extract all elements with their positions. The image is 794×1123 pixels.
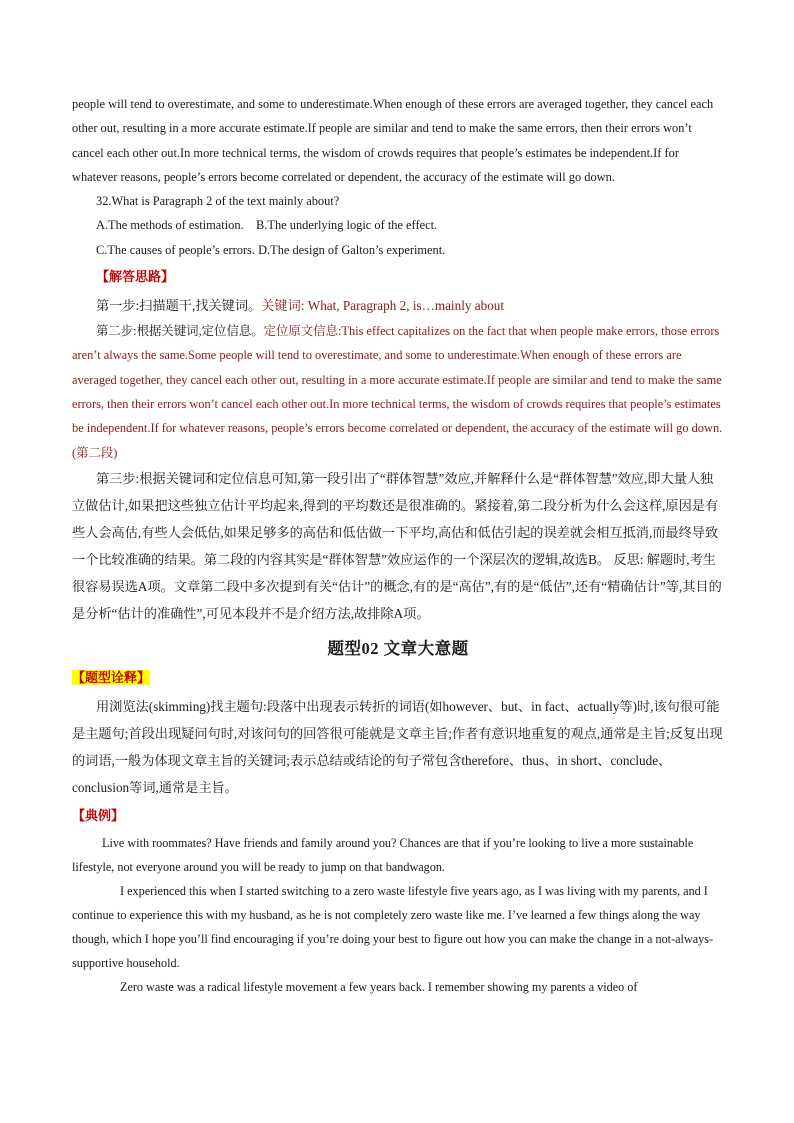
explain-label: 【题型诠释】 xyxy=(72,669,151,685)
step1 xyxy=(72,292,724,319)
option-c: C.The causes of people’s errors. xyxy=(96,242,255,257)
step3: 第三步:根据关键词和定位信息可知,第一段引出了“群体智慧”效应,并解释什么是“群体智慧”效应,即大量人独立做估计,如果把这些独立估计平均起来,得到的平均数还是很准确的。紧接着,第二段分析为什么会这样,原因是有些人会高估,有些人会低估,如果足够多的高估和低估做一下平均,高估和低估引起的误差就会相互抵消,而最终导致一个比较准确的结果。第二段的内容其实是“群体智慧”效应运作的一个深层次的逻辑,故选B。 反思: 解题时,考生很容易误选A项。文章第二段中多次提到有关“估计”的概念,有的是“高估”,有的是“低估”,还有“精确估计”等,其目的是分析“估计的准确性”,可见本段并不是介绍方法,故排除A项。 xyxy=(72,470,722,621)
options-row-1 xyxy=(72,213,724,237)
example-paragraph-3: Zero waste was a radical lifestyle movement a few years back. I remember showing my parents a video of xyxy=(120,979,638,994)
step2-text: 定位原文信息:This effect capitalizes on the fact that when people make errors, those errors aren’t always the same.Some people will tend to overestimate, and some to underestimate.When enough of these errors are averaged together, they cancel each other out, resulting in a more accurate estimate.If people are similar and tend to make the same errors, then their errors won’t cancel each other out.In more technical terms, the wisdom of crowds requires that people’s estimates be independent.If for whatever reasons, people’s errors become correlated or dependent, the accuracy of the estimate will go down.(第二段) xyxy=(72,324,723,460)
example-label: 【典例】 xyxy=(72,807,125,823)
example-paragraph-1: Live with roommates? Have friends and family around you? Chances are that if you’re looking to live a more sustainable lifestyle, not everyone around you will be ready to jump on that bandwagon. xyxy=(72,835,694,874)
section-title: 题型02 文章大意题 xyxy=(327,638,469,658)
step1-label: 第一步:扫描题干,找关键词。 xyxy=(96,298,262,314)
step1-text: 关键词: What, Paragraph 2, is…mainly about xyxy=(261,298,505,314)
passage-paragraph: people will tend to overestimate, and some to underestimate.When enough of these errors are averaged together, they cancel each other out, resulting in a more accurate estimate.If people are similar and tend to make the same errors, then their errors won’t cancel each other out.In more technical terms, the wisdom of crowds requires that people’s estimates be independent.If for whatever reasons, people’s errors become correlated or dependent, the accuracy of the estimate will go down. xyxy=(72,97,714,184)
example-paragraph-2: I experienced this when I started switching to a zero waste lifestyle five years ago, as I was living with my parents, and I continue to experience this with my husband, as he is not completely zero waste like me. I’ve learned a few things along the way though, which I hope you’ll find encouraging if you’re doing your best to figure out how you can make the change in a not-always-supportive household. xyxy=(72,883,714,970)
option-d: D.The design of Galton’s experiment. xyxy=(258,242,446,257)
document-page xyxy=(72,92,724,999)
step2-label: 第二步:根据关键词,定位信息。 xyxy=(96,324,264,339)
option-b: B.The underlying logic of the effect. xyxy=(256,218,438,233)
step2 xyxy=(72,319,724,465)
analysis-label: 【解答思路】 xyxy=(96,269,175,285)
option-a: A.The methods of estimation. xyxy=(96,218,244,233)
explain-text: 用浏览法(skimming)找主题句:段落中出现表示转折的词语(如however、but、in fact、actually等)时,该句很可能是主题句;首段出现疑问句时,对该问句的回答很可能就是文章主旨;作者有意识地重复的观点,通常是主旨;反复出现的词语,一般为体现文章主旨的关键词;表示总结或结论的句子常包含therefore、thus、in short、conclude、conclusion等词,通常是主旨。 xyxy=(72,698,723,795)
options-row-2 xyxy=(72,238,724,262)
explain-label-row xyxy=(72,665,724,691)
question-text: 32.What is Paragraph 2 of the text mainly about? xyxy=(96,194,340,209)
